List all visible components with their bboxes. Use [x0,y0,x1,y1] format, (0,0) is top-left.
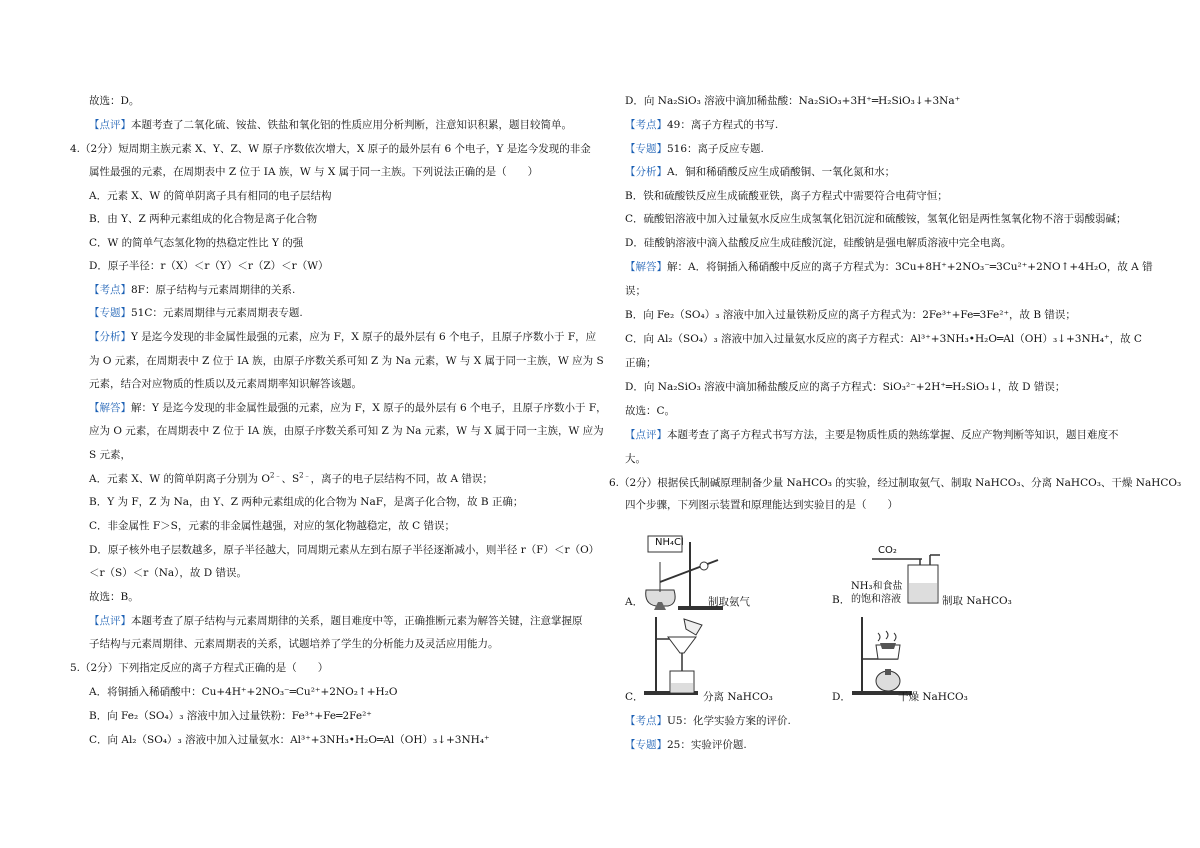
answer-line: 故选：D。 [89,95,140,107]
fenxi-d: D．硅酸钠溶液中滴入盐酸反应生成硅酸沉淀，硅酸钠是强电解质溶液中完全电离。 [625,237,1012,249]
fenxi-line: 【分析】Y 是迄今发现的非金属性最强的元素，应为 F，X 原子的最外层有 6 个电子，且原子序数小于 F，应 [89,331,597,343]
question-6-stem-cont: 四个步骤，下列图示装置和原理能达到实验目的是（ ） [625,499,898,511]
figure-a-letter: A． [625,596,644,608]
zhuanti-tag: 【专题】 [625,739,667,751]
figure-b-letter: B． [832,594,851,606]
jieda-d: D．原子核外电子层数越多，原子半径越大，同周期元素从左到右原子半径逐渐减小，则半径 r（F）＜r（O） [89,544,600,556]
figure-b-gas: CO₂ [878,545,897,556]
option-b: B．由 Y、Z 两种元素组成的化合物是离子化合物 [89,213,318,225]
zhuanti-line: 【专题】25：实验评价题. [625,739,747,751]
fenxi-line: 【分析】A．铜和稀硝酸反应生成硝酸铜、一氧化氮和水； [625,166,896,178]
figure-b-caption: 制取 NaHCO₃ [942,595,1012,607]
figure-d-letter: D． [832,691,851,703]
fenxi-c: C．硫酸铝溶液中加入过量氨水反应生成氢氧化铝沉淀和硫酸铵，氢氧化铝是两性氢氧化物不溶于弱酸弱碱； [625,213,1127,225]
option-d: D．原子半径：r（X）＜r（Y）＜r（Z）＜r（W） [89,260,329,272]
jieda-b: B．向 Fe₂（SO₄）₃ 溶液中加入过量铁粉反应的离子方程式为：2Fe³⁺+Fe═3Fe²⁺，故 B 错误； [625,309,1076,321]
option-d: D．向 Na₂SiO₃ 溶液中滴加稀盐酸：Na₂SiO₃+3H⁺═H₂SiO₃↓+3Na⁺ [625,95,961,107]
zhuanti-tag: 【专题】 [89,307,131,319]
figure-d-caption: 干燥 NaHCO₃ [898,691,968,703]
kaodian-line: 【考点】U5：化学实验方案的评价. [625,715,791,727]
kaodian-tag: 【考点】 [625,715,667,727]
jieda-a-cont: 误； [625,285,646,297]
figure-c-caption: 分离 NaHCO₃ [703,691,773,703]
question-5-stem: 5.（2分）下列指定反应的离子方程式正确的是（ ） [70,662,329,674]
answer-line: 故选：C。 [625,405,676,417]
jieda-c-cont: 正确； [625,357,657,369]
kaodian-tag: 【考点】 [89,284,131,296]
question-6-stem: 6.（2分）根据侯氏制碱原理制备少量 NaHCO₃ 的实验，经过制取氨气、制取 NaHCO₃、分离 NaHCO₃、干燥 NaHCO₃ [609,477,1182,489]
comment-line: 【点评】本题考查了二氧化硫、铵盐、铁盐和氧化铝的性质应用分析判断，注意知识积累，题目较简单。 [89,119,572,131]
question-4-stem-cont: 属性最强的元素，在周期表中 Z 位于 IA 族，W 与 X 属于同一主族。下列说法正确的是（ ） [89,166,539,178]
figure-c-filtration-apparatus [640,613,710,697]
jieda-line-3: S 元素， [89,449,132,461]
fenxi-line-2: 为 O 元素，在周期表中 Z 位于 IA 族，由原子序数关系可知 Z 为 Na 元素，W 与 X 属于同一主族，W 应为 S [89,355,604,367]
jieda-tag: 【解答】 [89,402,131,414]
figure-b-solution: NH₃和食盐 [851,581,903,592]
question-4-stem: 4.（2分）短周期主族元素 X、Y、Z、W 原子序数依次增大，X 原子的最外层有 6 个电子，Y 是迄今发现的非金 [70,143,591,155]
dianping-line: 【点评】本题考查了原子结构与元素周期律的关系，题目难度中等，正确推断元素为解答关键，注意掌握原 [89,615,583,627]
figure-a-reagent: NH₄Cl [655,537,684,548]
kaodian-line: 【考点】8F：原子结构与元素周期律的关系. [89,284,296,296]
figure-a-caption: 制取氨气 [708,596,750,608]
kaodian-line: 【考点】49：离子方程式的书写. [625,119,779,131]
dianping-line: 【点评】本题考查了离子方程式书写方法，主要是物质性质的熟练掌握、反应产物判断等知识，题目难度不 [625,429,1119,441]
figure-d-drying-apparatus [850,613,920,697]
fenxi-tag: 【分析】 [89,331,131,343]
kaodian-tag: 【考点】 [625,119,667,131]
jieda-d: D．向 Na₂SiO₃ 溶液中滴加稀盐酸反应的离子方程式：SiO₃²⁻+2H⁺═H₂SiO₃↓，故 D 错误； [625,381,1066,393]
jieda-b: B．Y 为 F，Z 为 Na，由 Y、Z 两种元素组成的化合物为 NaF，是离子化合物，故 B 正确； [89,496,524,508]
jieda-tag: 【解答】 [625,261,667,273]
jieda-line-2: 应为 O 元素，在周期表中 Z 位于 IA 族，由原子序数关系可知 Z 为 Na 元素，W 与 X 属于同一主族，W 应为 [89,425,604,437]
figure-c-letter: C． [625,691,644,703]
zhuanti-line: 【专题】516：离子反应专题. [625,143,764,155]
dianping-tag: 【点评】 [89,615,131,627]
jieda-d-cont: ＜r（S）＜r（Na），故 D 错误。 [89,567,248,579]
fenxi-b: B．铁和硫酸铁反应生成硫酸亚铁，离子方程式中需要符合电荷守恒； [625,190,948,202]
option-c: C．W 的简单气态氢化物的热稳定性比 Y 的强 [89,237,304,249]
fenxi-tag: 【分析】 [625,166,667,178]
figure-b-solution-2: 的饱和溶液 [851,594,901,605]
option-a: A．元素 X、W 的简单阴离子具有相同的电子层结构 [89,190,332,202]
option-a: A．将铜插入稀硝酸中：Cu+4H⁺+2NO₃⁻═Cu²⁺+2NO₂↑+H₂O [89,686,398,698]
zhuanti-tag: 【专题】 [625,143,667,155]
jieda-line: 【解答】解：A．将铜插入稀硝酸中反应的离子方程式为：3Cu+8H⁺+2NO₃⁻═3Cu²⁺+2NO↑+4H₂O，故 A 错 [625,261,1153,273]
apparatus-c-drawing [640,613,710,697]
answer-line: 故选：B。 [89,591,139,603]
apparatus-d-drawing [850,613,920,697]
fenxi-line-3: 元素，结合对应物质的性质以及元素周期率知识解答该题。 [89,378,362,390]
dianping-line-2: 大。 [625,453,646,465]
dianping-line-2: 子结构与元素周期律、元素周期表的关系，试题培养了学生的分析能力及灵活应用能力。 [89,638,499,650]
jieda-line: 【解答】解：Y 是迄今发现的非金属性最强的元素，应为 F，X 原子的最外层有 6 个电子，且原子序数小于 F， [89,402,607,414]
dianping-tag: 【点评】 [625,429,667,441]
option-c: C．向 Al₂（SO₄）₃ 溶液中加入过量氨水：Al³⁺+3NH₃•H₂O═Al（OH）₃↓+3NH₄⁺ [89,734,490,746]
comment-tag: 【点评】 [89,119,131,131]
jieda-c: C．向 Al₂（SO₄）₃ 溶液中加入过量氨水反应的离子方程式：Al³⁺+3NH₃•H₂O═Al（OH）₃↓+3NH₄⁺，故 C [625,333,1142,345]
jieda-c: C．非金属性 F＞S，元素的非金属性越强，对应的氢化物越稳定，故 C 错误； [89,520,456,532]
jieda-a: A．元素 X、W 的简单阴离子分别为 $O^{2﹣}$、$S^{2﹣}$，离子的电子层结构不同，故 A 错误； [89,471,493,485]
zhuanti-line: 【专题】51C：元素周期律与元素周期表专题. [89,307,303,319]
option-b: B．向 Fe₂（SO₄）₃ 溶液中加入过量铁粉：Fe³⁺+Fe═2Fe²⁺ [89,710,372,722]
